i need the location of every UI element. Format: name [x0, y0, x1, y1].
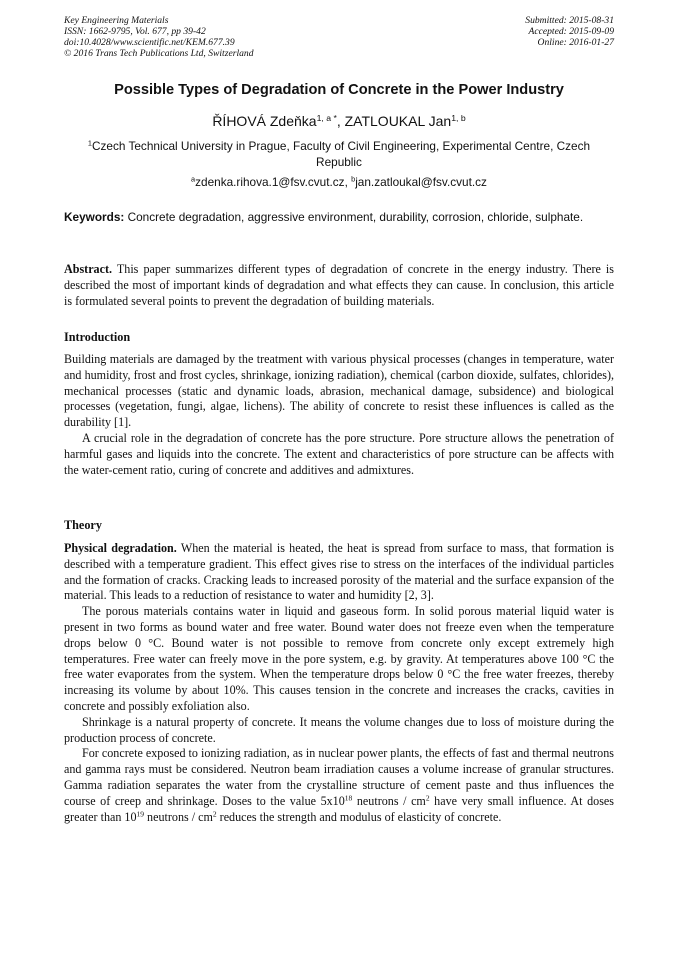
unit-exponent-1: 2 [425, 793, 430, 803]
author-2: ZATLOUKAL Jan [344, 113, 452, 129]
author-separator: , [336, 113, 345, 129]
affiliation-text: Czech Technical University in Prague, Faculty of Civil Engineering, Experimental Centre, Czech Republic [91, 139, 591, 169]
affiliation-mark: 1 [87, 138, 92, 148]
dates-info [525, 15, 614, 48]
theory-paragraph-2: The porous materials contains water in liquid and gaseous form. In solid porous material liquid water is present in two forms as bound water and free water. Bound water does not freeze even when the temperature drops below 0 °C. Bound water is not possible to remove from concrete only except extremely high temperatures. Free water can freely move in the pore system, e.g. by gravity. At temperatures above 100 °C the free water evaporates from the system. When the temperature drops below 0 °C the free water freezes, thereby increasing its volume by about 10%. This causes tension in the concrete and increases the cracks, cavities in concrete and possibly exfoliation also. [64, 604, 614, 713]
affiliation [70, 138, 608, 170]
accepted-date: Accepted: 2015-09-09 [528, 26, 614, 37]
email-b: jan.zatloukal@fsv.cvut.cz [355, 175, 487, 189]
radiation-text-b: neutrons / cm [352, 793, 426, 808]
radiation-text-e: reduces the strength and modulus of elasticity of concrete. [216, 809, 502, 824]
author-2-affil-mark: 1, b [451, 112, 466, 123]
keywords-text: Concrete degradation, aggressive environment, durability, corrosion, chloride, sulphate. [127, 210, 584, 224]
doi-line: doi:10.4028/www.scientific.net/KEM.677.39 [64, 37, 235, 48]
physical-degradation-label: Physical degradation. [64, 541, 177, 555]
paper-title: Possible Types of Degradation of Concrete in the Power Industry [114, 82, 564, 98]
email-a-mark: a [191, 174, 196, 184]
journal-name: Key Engineering Materials [64, 15, 169, 26]
theory-paragraph-3: Shrinkage is a natural property of concrete. It means the volume changes due to loss of moisture during the production process of concrete. [64, 714, 614, 745]
keywords-label: Keywords: [64, 210, 125, 224]
submitted-date: Submitted: 2015-08-31 [525, 15, 614, 26]
author-1-affil-mark: 1, a * [316, 112, 337, 123]
introduction-heading: Introduction [64, 330, 131, 344]
keywords [64, 209, 614, 225]
introduction-section [64, 352, 614, 478]
dose-exponent-2: 19 [136, 809, 145, 819]
radiation-text-d: neutrons / cm [144, 809, 213, 824]
author-line [0, 113, 678, 129]
theory-section [64, 541, 614, 825]
issn-line: ISSN: 1662-9795, Vol. 677, pp 39-42 [64, 26, 206, 37]
email-a: zdenka.rihova.1@fsv.cvut.cz [195, 175, 345, 189]
author-1: ŘÍHOVÁ Zdeňka [212, 113, 317, 129]
unit-exponent-2: 2 [212, 809, 217, 819]
abstract [64, 262, 614, 309]
intro-paragraph-1: Building materials are damaged by the treatment with various physical processes (changes in temperature, water and humidity, frost and frost cycles, shrinkage, ionizing radiation), chemical (carbon dioxide, sulfates, chlorides), mechanical processes (static and dynamic loads, abrasion, mechanical damage, subsidence) and biological processes (vegetation, fungi, algae, lichens). The ability of concrete to resist these influences is called as the durability [1]. [64, 352, 614, 430]
author-emails [0, 175, 678, 189]
email-separator: , [344, 175, 352, 189]
abstract-label: Abstract. [64, 262, 113, 276]
dose-exponent-1: 18 [344, 793, 353, 803]
copyright-line: © 2016 Trans Tech Publications Ltd, Switzerland [64, 48, 254, 59]
theory-paragraph-1 [64, 541, 614, 604]
abstract-text: This paper summarizes different types of degradation of concrete in the energy industry. There is described the most of important kinds of degradation and what effects they can cause. In conclusion, this article is formulated several points to prevent the degradation of building materials. [64, 262, 614, 308]
theory-paragraph-1-text: When the material is heated, the heat is spread from surface to mass, that formation is described with a temperature gradient. This effect gives rise to stress on the interfaces of the individual particles and the formation of cracks. Cracking leads to increased porosity of the material and the surface expansion of the material. This leads to a reduction of resistance to water and humidity [2, 3]. [64, 541, 614, 603]
theory-heading: Theory [64, 518, 102, 532]
intro-paragraph-2: A crucial role in the degradation of concrete has the pore structure. Pore structure allows the penetration of harmful gases and liquids into the concrete. The extent and characteristics of pore structure can be affects with the water-cement ratio, curing of concrete and additives and admixtures. [64, 430, 614, 477]
theory-paragraph-4 [64, 746, 614, 825]
email-b-mark: b [351, 174, 356, 184]
online-date: Online: 2016-01-27 [537, 37, 614, 48]
journal-info [64, 15, 254, 59]
radiation-text-a: For concrete exposed to ionizing radiation, as in nuclear power plants, the effects of fast and thermal neutrons and gamma rays must be considered. Neutron beam irradiation causes a volume increase of granular structures. Gamma radiation separates the water from the crystalline structure of cement paste and thus influences the course of creep and shrinkage. Doses to the value 5x10 [64, 746, 614, 808]
radiation-text-c: have very small influence. At doses greater than 10 [64, 793, 614, 824]
